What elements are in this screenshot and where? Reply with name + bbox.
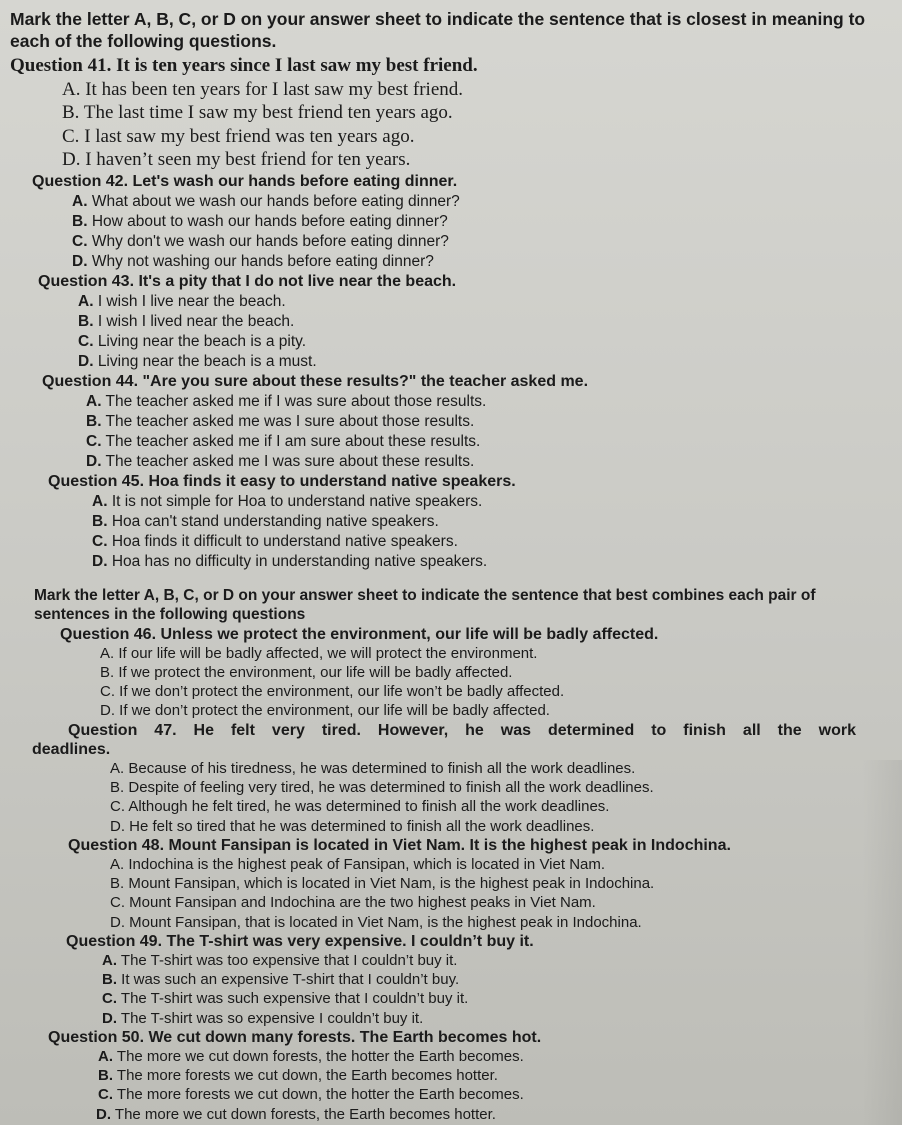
question-49-option-d: D. The T-shirt was so expensive I couldn’t buy it. — [102, 1009, 424, 1027]
question-44-option-b: B. The teacher asked me was I sure about those results. — [86, 412, 475, 430]
question-43-option-c: C. Living near the beach is a pity. — [78, 332, 307, 350]
question-49-option-b: B. It was such an expensive T-shirt that I couldn’t buy. — [102, 971, 460, 989]
question-49-option-c: C. The T-shirt was such expensive that I couldn’t buy it. — [102, 990, 469, 1008]
question-46-option-a: A. If our life will be badly affected, we will protect the environment. — [100, 644, 538, 662]
question-45 — [10, 472, 872, 572]
question-49-stem: Question 49. The T-shirt was very expensive. I couldn’t buy it. — [66, 932, 534, 950]
question-44 — [10, 372, 872, 472]
question-46-option-b: B. If we protect the environment, our life will be badly affected. — [100, 663, 513, 681]
question-46-option-d: D. If we don’t protect the environment, our life will be badly affected. — [100, 702, 550, 720]
question-43 — [10, 272, 872, 372]
question-45-stem: Question 45. Hoa finds it easy to understand native speakers. — [48, 472, 516, 490]
question-47-stem-line2: deadlines. — [32, 740, 111, 758]
question-43-option-a: A. I wish I live near the beach. — [78, 292, 286, 310]
question-41-option-a: A. It has been ten years for I last saw my best friend. — [62, 78, 463, 100]
question-48-stem: Question 48. Mount Fansipan is located in Viet Nam. It is the highest peak in Indochina. — [68, 836, 731, 854]
question-47-option-d: D. He felt so tired that he was determined to finish all the work deadlines. — [110, 817, 595, 835]
question-41-option-b: B. The last time I saw my best friend ten years ago. — [62, 102, 453, 123]
question-50 — [10, 1028, 872, 1124]
question-49 — [10, 932, 872, 1028]
question-50-option-d: D. The more we cut down forests, the Earth becomes hotter. — [96, 1105, 496, 1123]
question-50-option-b: B. The more forests we cut down, the Earth becomes hotter. — [98, 1067, 498, 1085]
question-50-stem: Question 50. We cut down many forests. The Earth becomes hot. — [48, 1028, 542, 1046]
question-47-option-b: B. Despite of feeling very tired, he was determined to finish all the work deadlines. — [110, 779, 654, 797]
question-43-option-b: B. I wish I lived near the beach. — [78, 312, 295, 330]
question-41-stem: Question 41. It is ten years since I last saw my best friend. — [10, 55, 478, 76]
question-43-stem: Question 43. It's a pity that I do not live near the beach. — [38, 272, 457, 290]
question-45-option-b: B. Hoa can't stand understanding native speakers. — [92, 512, 439, 530]
question-50-option-a: A. The more we cut down forests, the hotter the Earth becomes. — [98, 1047, 524, 1065]
question-43-option-d: D. Living near the beach is a must. — [78, 352, 317, 370]
question-42-option-c: C. Why don't we wash our hands before eating dinner? — [72, 232, 449, 250]
question-50-option-c: C. The more forests we cut down, the hotter the Earth becomes. — [98, 1086, 524, 1104]
paper-edge-shadow — [862, 760, 902, 1125]
question-41 — [10, 54, 872, 172]
question-48-option-c: C. Mount Fansipan and Indochina are the two highest peaks in Viet Nam. — [110, 894, 596, 912]
question-46 — [10, 625, 872, 721]
question-44-option-d: D. The teacher asked me I was sure about these results. — [86, 452, 475, 470]
question-42-option-a: A. What about we wash our hands before eating dinner? — [72, 192, 460, 210]
question-44-option-c: C. The teacher asked me if I am sure about these results. — [86, 432, 481, 450]
question-41-option-d: D. I haven’t seen my best friend for ten years. — [62, 149, 411, 170]
section2-instruction: Mark the letter A, B, C, or D on your answer sheet to indicate the sentence that best combines each pair of sentences in the following questions — [34, 586, 816, 623]
question-45-option-d: D. Hoa has no difficulty in understanding native speakers. — [92, 552, 488, 570]
question-45-option-a: A. It is not simple for Hoa to understand native speakers. — [92, 492, 483, 510]
question-47-stem-line1: Question 47. He felt very tired. However, he was determined to finish all the work — [68, 721, 856, 739]
question-46-stem: Question 46. Unless we protect the environment, our life will be badly affected. — [60, 625, 659, 643]
question-48-option-d: D. Mount Fansipan, that is located in Viet Nam, is the highest peak in Indochina. — [110, 913, 642, 931]
question-47-option-c: C. Although he felt tired, he was determined to finish all the work deadlines. — [110, 798, 610, 816]
question-48 — [10, 836, 872, 932]
question-44-stem: Question 44. "Are you sure about these results?" the teacher asked me. — [42, 372, 589, 390]
question-42 — [10, 172, 872, 272]
section1-instruction: Mark the letter A, B, C, or D on your answer sheet to indicate the sentence that is closest in meaning to each of the following questions. — [10, 9, 866, 51]
question-41-option-c: C. I last saw my best friend was ten years ago. — [62, 125, 415, 147]
question-42-option-d: D. Why not washing our hands before eating dinner? — [72, 252, 434, 270]
question-44-option-a: A. The teacher asked me if I was sure about those results. — [86, 392, 487, 410]
question-47-stem — [10, 721, 872, 759]
question-46-option-c: C. If we don’t protect the environment, our life won’t be badly affected. — [100, 683, 565, 701]
question-45-option-c: C. Hoa finds it difficult to understand native speakers. — [92, 532, 458, 550]
question-47 — [10, 721, 872, 836]
question-48-option-a: A. Indochina is the highest peak of Fansipan, which is located in Viet Nam. — [110, 855, 606, 873]
question-47-option-a: A. Because of his tiredness, he was determined to finish all the work deadlines. — [110, 759, 636, 777]
question-49-option-a: A. The T-shirt was too expensive that I couldn’t buy it. — [102, 951, 458, 969]
question-42-stem: Question 42. Let's wash our hands before eating dinner. — [32, 172, 458, 190]
question-48-option-b: B. Mount Fansipan, which is located in Viet Nam, is the highest peak in Indochina. — [110, 875, 655, 893]
question-42-option-b: B. How about to wash our hands before eating dinner? — [72, 212, 448, 230]
